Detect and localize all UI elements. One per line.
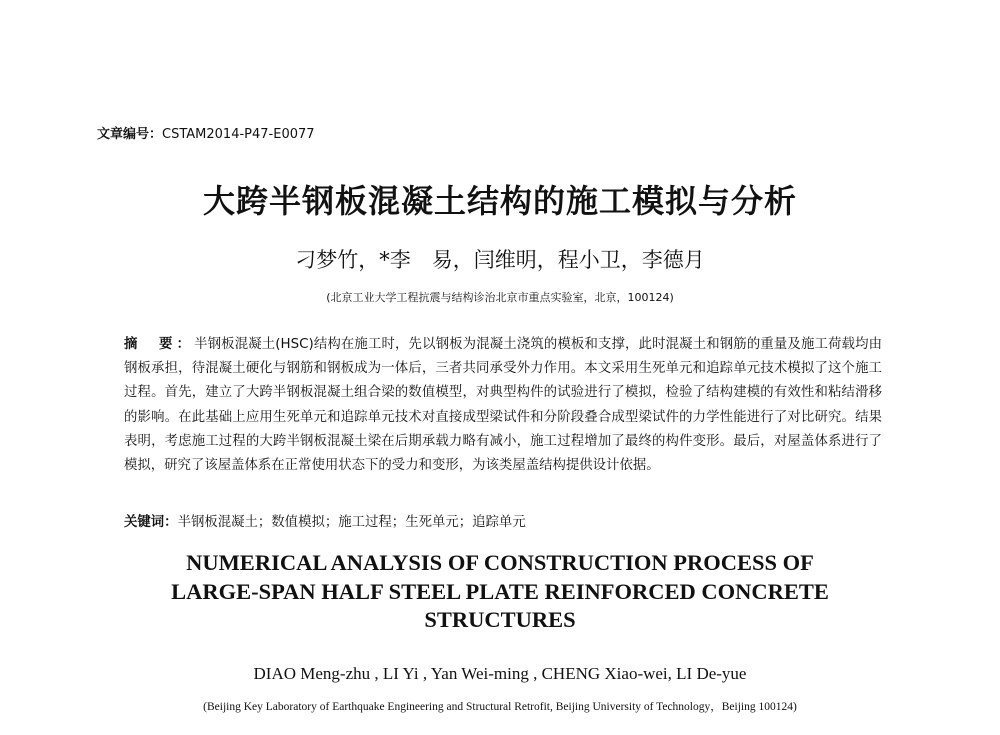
chinese-affiliation: (北京工业大学工程抗震与结构诊治北京市重点实验室，北京，100124) xyxy=(326,291,674,304)
chinese-title: 大跨半钢板混凝土结构的施工模拟与分析 xyxy=(202,182,797,220)
abstract-text: 半钢板混凝土(HSC)结构在施工时，先以钢板为混凝土浇筑的模板和支撑，此时混凝土和钢筋的重量及施工荷载均由钢板承担，待混凝土硬化与钢筋和钢板成为一体后，三者共同承受外力作用。本文采用生死单元和追踪单元技术模拟了这个施工过程。首先，建立了大跨半钢板混凝土组合梁的数值模型，对典型构件的试验进行了模拟，检验了结构建模的有效性和粘结滑移的影响。在此基础上应用生死单元和追踪单元技术对直接成型梁试件和分阶段叠合成型梁试件的力学性能进行了对比研究。结果表明，考虑施工过程的大跨半钢板混凝土梁在后期承载力略有减小，施工过程增加了最终的构件变形。最后，对屋盖体系进行了模拟，研究了该屋盖体系在正常使用状态下的受力和变形，为该类屋盖结构提供设计依据。 xyxy=(124,337,882,474)
english-title-line-3: STRUCTURES xyxy=(424,607,576,632)
keywords xyxy=(124,511,882,530)
english-title-line-1: NUMERICAL ANALYSIS OF CONSTRUCTION PROCESS OF xyxy=(186,550,814,575)
english-authors: DIAO Meng-zhu , LI Yi , Yan Wei-ming , CHENG Xiao-wei, LI De-yue xyxy=(253,664,747,683)
english-title xyxy=(100,549,900,635)
chinese-authors: 刁梦竹，*李 易，闫维明，程小卫，李德月 xyxy=(295,248,705,272)
keywords-text: 半钢板混凝土；数值模拟；施工过程；生死单元；追踪单元 xyxy=(177,515,526,530)
keywords-label: 关键词： xyxy=(124,515,178,530)
article-id-label: 文章编号： xyxy=(97,127,163,142)
english-affiliation: (Beijing Key Laboratory of Earthquake Engineering and Structural Retrofit, Beijing University of Technology，Beijing 100124) xyxy=(203,701,797,713)
article-id xyxy=(97,123,315,142)
abstract xyxy=(124,333,882,478)
article-id-value: CSTAM2014-P47-E0077 xyxy=(162,127,315,142)
abstract-label: 摘 要： xyxy=(124,337,195,352)
english-title-line-2: LARGE-SPAN HALF STEEL PLATE REINFORCED CONCRETE xyxy=(171,578,829,604)
